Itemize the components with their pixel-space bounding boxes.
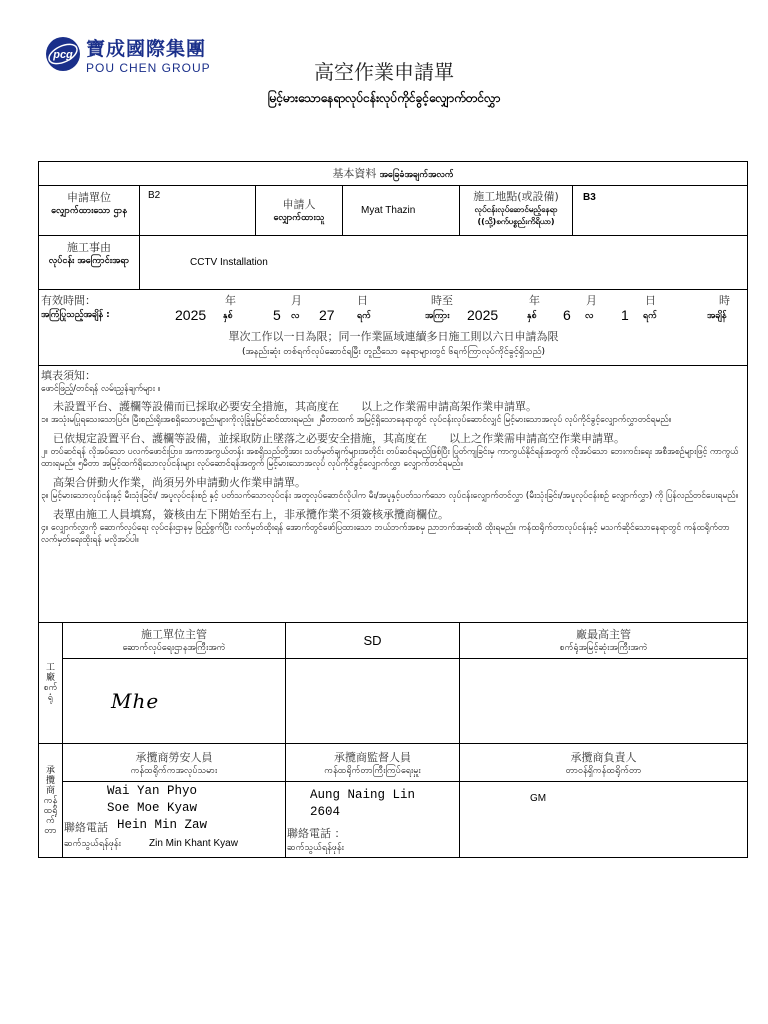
contractor-monitor-label: 承攬商監督人員 ကန်ထရိုက်တာကြီးကြပ်ရေးမှူး [286, 744, 460, 782]
to-year[interactable]: 2025 [467, 307, 499, 323]
worker-name-2: Soe Moe Kyaw [107, 801, 198, 815]
page-subtitle: မြင့်မားသောနေရာလုပ်ငန်းလုပ်ကိုင်ခွင့်လျှောက်တင်လွှာ [267, 91, 501, 105]
to-day[interactable]: 1 [621, 307, 629, 323]
site-value[interactable]: B3 [573, 186, 748, 236]
signature-text: Mhe [111, 689, 160, 713]
svg-text:pcg: pcg [53, 49, 73, 61]
from-year[interactable]: 2025 [175, 307, 207, 323]
application-form-table [38, 161, 748, 858]
validity-note-my: (အနည်းဆုံး တစ်ရက်လုပ်ဆောင်ရမြီး တူညီသော နေရာများတွင် ၆ရက်ကြာလုပ်ကိုင်ခွင့်ရှိသည်) [242, 347, 545, 357]
to-month[interactable]: 6 [563, 307, 571, 323]
reason-label: 施工事由 လုပ်ငန်း အကြောင်းအရာ [39, 236, 140, 290]
from-month[interactable]: 5 [273, 307, 281, 323]
monitor-name: Aung Naing Lin [310, 788, 416, 802]
applicant-label: 申請人 လျှောက်ထားသူ [256, 186, 343, 236]
validity-note-cn: 單次工作以一日為限；同一作業區域連續多日施工則以六日申請為限 [228, 330, 559, 343]
contractor-safety-label: 承攬商勞安人員 ကန်ထရိုက်ကအလုပ်သမား [63, 744, 286, 782]
contractor-safety-cell[interactable]: Wai Yan Phyo Soe Moe Kyaw 聯絡電話 Hein Min Zaw ဆက်သွယ်ရန်ဖုန်း Zin Min Khant Kyaw [63, 782, 286, 858]
company-name-cn: 寶成國際集團 [86, 38, 207, 60]
contractor-vertical-label: 承攬商 ကန်ထရိုက်တာ [39, 744, 63, 858]
contractor-owner-label: 承攬商負責人 တာဝန်ရှိကန်ထရိုက်တာ [460, 744, 748, 782]
factory-head-label: 廠最高主管 စက်ရုံအမြင့်ဆုံးအကြီးအကဲ [460, 623, 748, 659]
site-supervisor-label: 施工單位主管 ဆောက်လုပ်ရေးဌာနအကြီးအကဲ [63, 623, 286, 659]
company-name-en: POU CHEN GROUP [86, 61, 211, 75]
factory-vertical-label: 工廠 စက်ရုံ [39, 623, 63, 744]
sd-cell[interactable]: SD [286, 623, 460, 659]
site-label: 施工地點(或設備) လုပ်ငန်းလုပ်ဆောင်မည့်နေရာ ((သို့)စက်ပစ္စည်းကိရိယာ) [460, 186, 573, 236]
page-title: 高空作業申請單 [314, 60, 454, 84]
monitor-id: 2604 [310, 805, 341, 819]
unit-value[interactable]: B2 [140, 186, 256, 236]
unit-label: 申請單位 လျှောက်ထားသော ဌာန [39, 186, 140, 236]
worker-name-3: Hein Min Zaw [117, 818, 208, 832]
contractor-monitor-cell[interactable]: Aung Naing Lin 2604 聯絡電話 ： ဆက်သွယ်ရန်ဖုန်း [286, 782, 460, 858]
basic-info-header: 基本資料 အခြေခံအချက်အလက် [39, 162, 748, 186]
site-supervisor-signature[interactable] [63, 659, 286, 744]
worker-name-1: Wai Yan Phyo [107, 784, 198, 798]
worker-name-4: Zin Min Khant Kyaw [149, 838, 238, 849]
factory-head-signature[interactable] [460, 659, 748, 744]
sd-signature-cell[interactable] [286, 659, 460, 744]
reason-value[interactable]: CCTV Installation [140, 236, 748, 290]
instructions-section: 填表須知： ဖောင်ဖြည့်/တင်ရန် လမ်းညွှန်ချက်များ ။ 未設置平台、護欄等設備而已採取必要安全措施，其高度在 以上之作業需申請高架作業申請單。 ၁။ အသုံးမပြုရသေးသောပြင်။ မြီးစည်းရိုးအစရှိသောပစ္စည်းများကိုလုံခြုံမှုမြင်ဆင်ထားရမည်။ ၂မီတာထက် အမြင့်ရှိသောနေရာတွင် လုပ်ငန်းလုပ်ဆောင်လျှင် မြင့်မားသောအလုပ် လုပ်ကိုင်ခွင့်လျှောက်လွှာတင်ရမည်။ 已依規定設置平台、護欄等設備，並採取防止墜落之必要安全措施，其高度在 以上之作業需申請高空作業申請單。 ၂။ တပ်ဆင်ရန် လိုအပ်သော ပလက်ဖောင်းပြား၊ အကာအကွယ်တန်း အစရှိသည်တို့အား သတ်မှတ်ချက်များအတိုင်း တပ်ဆင်ရမည်ဖြစ်ပြီး ပြုတ်ကျခြင်းမှ ကာကွယ်နိုင်ရန်အတွက် လိုအပ်သော ဘေးကင်းရေး အစီအစဉ်များဖြင့် ကာကွယ်ထားရမည်။ ၅မီတာ အမြင့်ထက်ရှိသောလုပ်ငန်းများ လုပ်ဆောင်ရန်အတွက် မြင့်မားသောအလုပ် လုပ်ကိုင်ခွင့်လျှောက်လွှာ လျှောက်တင်ရမည်။ 高架合併動火作業，尚須另外申請動火作業申請單。 ၃။ မြင့်မားသောလုပ်ငန်းနှင့် မီးသုံးခြင်း/ အပူလုပ်ငန်းစဉ် နှင့် ပတ်သက်သောလုပ်ငန်း အတူလုပ်ဆောင်လိုပါက မီး/အပူနှင့်ပတ်သက်သော လုပ်ငန်းလျှောက်တင်လွှာ (မီးသုံးခြင်း/အပူလုပ်ငန်းစဉ် လျှောက်လွှာ) ကို ပြန်လည်တင်ပေးရမည်။ 表單由施工人員填寫，簽核由左下開始至右上，非承攬作業不須簽核承攬商欄位。 ၄။ လျှောက်လွှာကို ဆောက်လုပ်ရေး လုပ်ငန်းဌာနမှ ဖြည့်စွက်ပြီး လက်မှတ်ထိုးရန် အောက်တွင်ဖော်ပြထားသော ဘယ်ဘက်အစမှ ညာဘက်အဆုံးထိ ထိုးရမည်။ ကန်ထရိုက်တာလုပ်ငန်းနှင့် မသက်ဆိုင်သောနေရာတွင် ကန်ထရိုက်တာ လက်မှတ်ရေးထိုးရန် မလိုအပ်ပါ။ [39, 366, 748, 623]
validity-section: 有效時間： အကြံပြုသည့်အချိန် : 年 月 日 時至 年 月 日 時 2025 နှစ် 5 လ 27 ရက် အကြား 2025 နှစ် 6 လ 1 ရက် အချိန် 單次工作以一日為限；同一作業區域連續多日施工則以六日申請為限 (အနည်းဆုံး တစ်ရက်လုပ်ဆောင်ရမြီး တူညီသော နေရာများတွင် ၆ရက်ကြာလုပ်ကိုင်ခွင့်ရှိသည်) [39, 290, 748, 366]
from-day[interactable]: 27 [319, 307, 335, 323]
applicant-value[interactable]: Myat Thazin [343, 186, 460, 236]
contractor-owner-cell[interactable]: GM [460, 782, 748, 858]
